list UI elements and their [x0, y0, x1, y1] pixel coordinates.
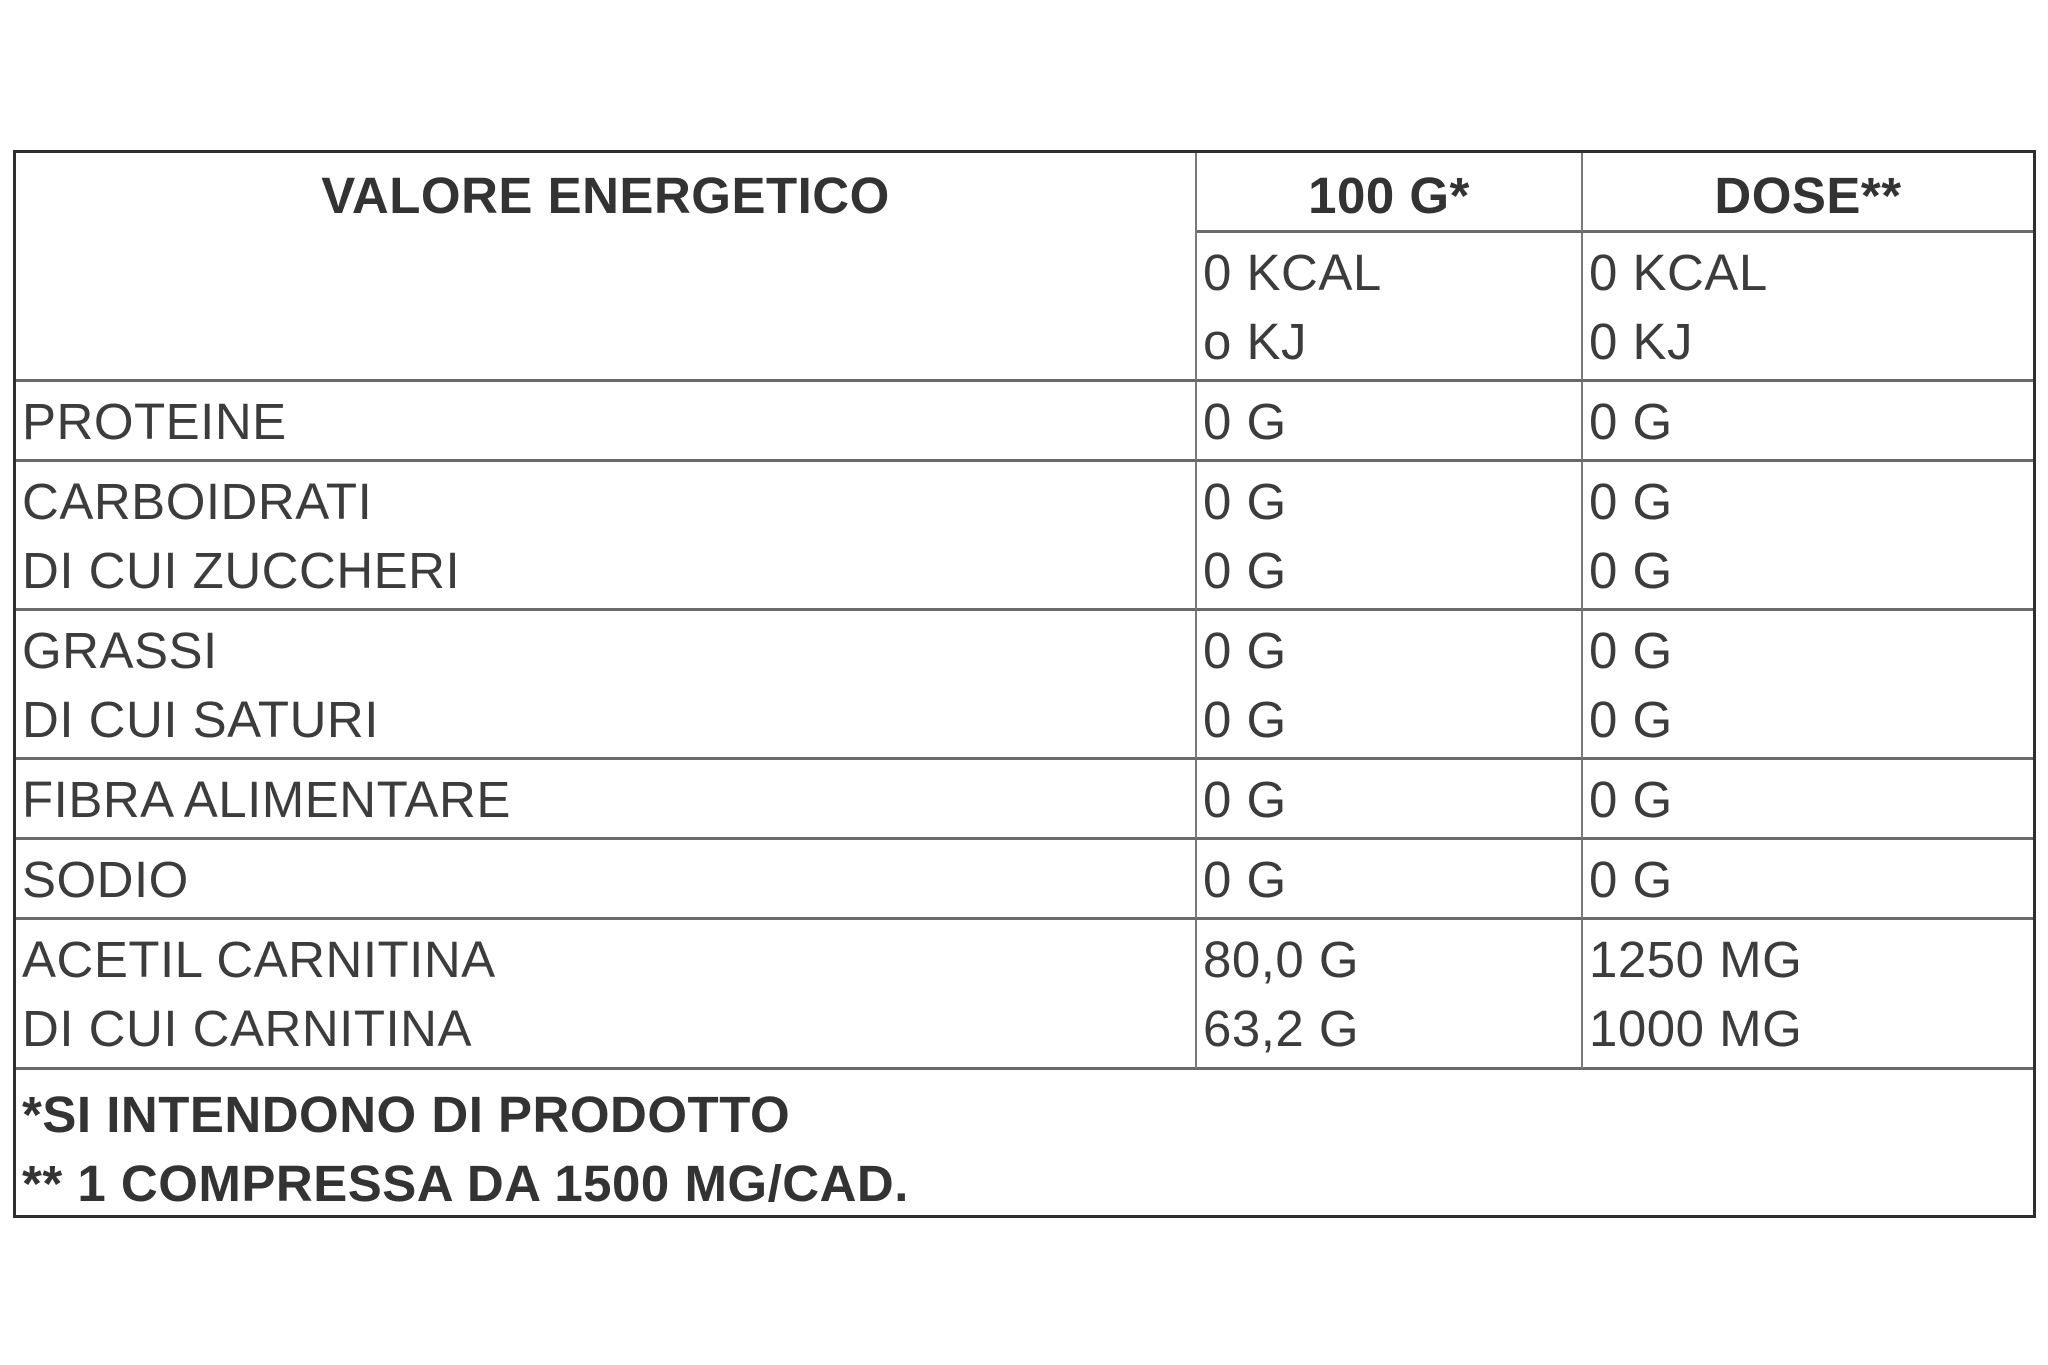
nutrient-value: 0 G	[1589, 473, 1673, 530]
nutrient-value: 0 G	[1203, 473, 1287, 530]
header-energy-value: VALORE ENERGETICO	[16, 153, 1197, 382]
nutrient-sublabel: DI CUI CARNITINA	[22, 1000, 473, 1057]
nutrient-100g-cell	[1197, 840, 1583, 920]
nutrient-dose-cell	[1583, 462, 2033, 611]
nutrient-value: 1250 MG	[1589, 931, 1803, 988]
footnote-product: *SI INTENDONO DI PRODOTTO	[22, 1086, 791, 1143]
nutrient-100g-cell	[1197, 462, 1583, 611]
nutrient-label-cell	[16, 462, 1197, 611]
energy-per-100g-cell	[1197, 233, 1583, 382]
nutrient-value: 1000 MG	[1589, 1000, 1803, 1057]
nutrient-100g-cell	[1197, 382, 1583, 462]
nutrient-value: 0 G	[1589, 771, 1673, 828]
nutrition-table	[13, 150, 2036, 1218]
nutrient-label: CARBOIDRATI	[22, 473, 373, 530]
nutrient-value: 0 G	[1589, 622, 1673, 679]
energy-kcal-dose: 0 KCAL	[1589, 244, 1768, 301]
nutrient-dose-cell	[1583, 760, 2033, 840]
nutrient-100g-cell	[1197, 920, 1583, 1070]
footnotes	[16, 1070, 2033, 1215]
nutrient-dose-cell	[1583, 611, 2033, 760]
nutrient-value: 0 G	[1203, 691, 1287, 748]
nutrient-label: GRASSI	[22, 622, 218, 679]
nutrient-dose-cell	[1583, 920, 2033, 1070]
header-per-100g: 100 G*	[1197, 153, 1583, 233]
energy-kcal-100g: 0 KCAL	[1203, 244, 1382, 301]
nutrient-label-cell	[16, 382, 1197, 462]
nutrient-sublabel: DI CUI ZUCCHERI	[22, 542, 461, 599]
nutrient-value: 0 G	[1203, 771, 1287, 828]
energy-kj-100g: o KJ	[1203, 313, 1308, 370]
nutrient-label-cell	[16, 611, 1197, 760]
nutrient-label: SODIO	[22, 851, 189, 908]
energy-per-dose-cell	[1583, 233, 2033, 382]
energy-kj-dose: 0 KJ	[1589, 313, 1694, 370]
nutrient-value: 0 G	[1589, 851, 1673, 908]
nutrient-value: 63,2 G	[1203, 1000, 1360, 1057]
nutrient-100g-cell	[1197, 760, 1583, 840]
nutrient-value: 0 G	[1203, 851, 1287, 908]
header-per-dose: DOSE**	[1583, 153, 2033, 233]
nutrient-sublabel: DI CUI SATURI	[22, 691, 379, 748]
nutrient-label-cell	[16, 920, 1197, 1070]
nutrient-dose-cell	[1583, 382, 2033, 462]
nutrient-value: 0 G	[1589, 691, 1673, 748]
nutrient-value: 80,0 G	[1203, 931, 1360, 988]
nutrient-value: 0 G	[1203, 393, 1287, 450]
nutrient-value: 0 G	[1203, 622, 1287, 679]
nutrient-label: ACETIL CARNITINA	[22, 931, 496, 988]
nutrient-label: FIBRA ALIMENTARE	[22, 771, 511, 828]
nutrient-value: 0 G	[1589, 393, 1673, 450]
nutrient-dose-cell	[1583, 840, 2033, 920]
nutrient-label-cell	[16, 840, 1197, 920]
footnote-dose: ** 1 COMPRESSA DA 1500 MG/CAD.	[22, 1155, 909, 1212]
nutrient-value: 0 G	[1589, 542, 1673, 599]
nutrient-label-cell	[16, 760, 1197, 840]
nutrient-label: PROTEINE	[22, 393, 287, 450]
nutrient-100g-cell	[1197, 611, 1583, 760]
nutrient-value: 0 G	[1203, 542, 1287, 599]
